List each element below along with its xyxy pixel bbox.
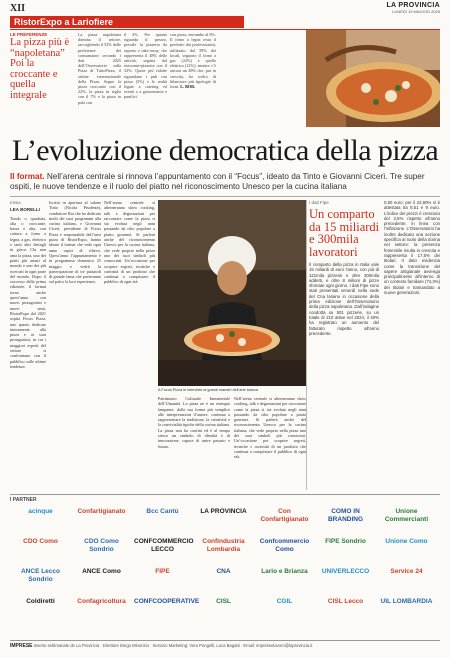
partner-logo: Confartigianato	[77, 508, 126, 515]
footer	[10, 640, 440, 652]
sidebar-title: Un comparto da 15 miliardi e 300mila lavoratori	[309, 207, 380, 259]
partner-logo: Coldiretti	[26, 598, 55, 605]
partner-logo: Confcommercio Como	[259, 538, 310, 553]
partner-logo: CONFCOOPERATIVE	[134, 598, 200, 605]
preview-col-2: il 4%. Per quanto riguarda il prezzo, prevale la pizzeria da asporto e take-away, che rappresenta il 48% delle attività, seguita dal ristorante-pizzeria con il 32%. Quote più ridotte riguardano i pub con pizza (5%) e le realtà legate a catering ed eventi o a gastronomie e panifici	[124, 32, 167, 100]
sidebar-label: I dati Fipe	[309, 200, 329, 205]
article-author: LEA BORELLI	[10, 207, 40, 213]
pizza-photo	[306, 30, 440, 127]
partner-logo: CISL Lecco	[327, 598, 364, 605]
preview-col-3	[170, 32, 216, 132]
partner-logo: Unione Commercianti	[384, 508, 429, 523]
subhead-kicker: Il format.	[10, 172, 45, 181]
partner-logo: ANCE Lecco Sondrio	[20, 568, 60, 583]
article-col-4: Patrimonio Culturale Immateriale dell’Umanità. La pizza ne è un esempio lampante: dalla sua forma più semplice alle interpretazioni d’autore, continua a rappresentare la tradizione, la creatività e la convivialità tipiche della cucina italiana. La pizza non ha confini ed è al tempo stesso un simbolo di identità e di innovazione, capace di unire passato e futuro.	[158, 396, 230, 449]
partner-logo: FIPE Sondrio	[325, 538, 366, 545]
subhead-text: Nell’arena centrale si rinnova l’appuntamento con il “Focus”, ideato da Tinto e Giovanni Cicerì. Tre super ospiti, le nuove tendenze e il ruolo del piatto nel riconoscimento Unesco per la cucina italiana	[10, 172, 425, 191]
partner-logo: CDO Como	[23, 538, 58, 545]
paper-name: LA PROVINCIA	[386, 2, 440, 9]
article-col-2: Iscritti in apertura al salone Tinto (Nicola Prudente), conduttore Rai che ha dedicato molti dei suoi programmi alla cucina italiana, e Giovanni Cicerì, presidente di Focus Pizza e responsabile dell’area pizza di RistorExpo, hanno ideato il format che vede ogni anno ospiti di rilievo. Quest’anno l’appuntamento è in programma domenica 25 maggio e vedrà la partecipazione di tre pizzaioli di grande fama che porteranno sul palco la loro esperienza.	[49, 200, 101, 285]
partner-logo: COMO IN BRANDING	[327, 508, 364, 523]
pizzaiolo-photo	[158, 200, 306, 386]
partner-logo: CONFCOMMERCIO LECCO	[134, 538, 194, 553]
article-col-1	[10, 200, 46, 490]
subhead	[10, 172, 440, 192]
partner-logo: Lario e Brianza	[261, 568, 308, 575]
preview-title: La pizza più è “napoletana” Poi la croccante e quella integrale	[10, 37, 70, 101]
sidebar-col-1: Il comparto della pizza in Italia vale 15 miliardi di euro l’anno, con più di 121mila pizzerie e oltre 300mila addetti, e oltre 8 milioni di pizze sfornate ogni giorno. I dati Fipe sono stati presentati venerdì nella sede del Cna lariano in occasione della prima edizione dell’Osservatorio della pizza napoletana. Dall’indagine condotta su 501 pizzerie, su un totale di 210 attive nel 2024, il 40% ha registrato un aumento del fatturato rispetto all’anno precedente.	[309, 262, 379, 336]
masthead	[386, 2, 440, 14]
article-place: ERBA	[10, 200, 21, 205]
partner-logo: Confindustria Lombardia	[202, 538, 245, 553]
partner-logo: CNA	[216, 568, 231, 575]
partner-logo: CISL	[216, 598, 231, 605]
partner-logo: FIPE	[155, 568, 170, 575]
sidebar-divider	[306, 200, 307, 490]
article-col-1-text: Tondo o quadrata, alta o croccante, bassa o alta, con cottura a forno a legna, a gas, elettrico e tanti altri dettagli in gioco. Chi non ama la pizza, uno dei piatti più amati al mondo e uno dei più ricercati in ogni parte del mondo. Dopo il successo della prima edizione, il format torna anche quest’anno con nuovi protagonisti e nuovi temi. RistorExpo dal 2021 ospita Focus Pizza, uno spazio dedicato interamente alla pizza e ai suoi protagonisti, in cui i maggiori esperti del settore si confrontano con il pubblico sulle ultime tendenze.	[10, 215, 46, 369]
footer-brand: IMPRESE	[10, 643, 33, 649]
partner-logo: UNIVERLECCO	[321, 568, 370, 575]
partner-logo: CDO Como Sondrio	[84, 538, 119, 553]
preview-col-3-text: con pizza, entrambe al 6%. Il forno a legna resta il preferito dai professionisti, utilizzato dal 39% dei locali, seguono il forno a gas (22%) e quello elettrico (21%), mentre c’è ancora un 28% che, pur in crescita, ha scelto di bilanciare più tipologie di forni.	[170, 32, 216, 90]
article-col-5: Nell’arena centrale si alterneranno show cooking, talk e degustazioni per raccontare come la pizza si sia evoluta negli anni passando da cibo popolare a piatto gourmet. Si parlerà anche del riconoscimento Unesco per la cucina italiana, che vede proprio nella pizza uno dei suoi simboli più conosciuti. Un’occasione per scoprire segreti, tecniche e curiosità di un prodotto che continua a conquistare il pubblico di ogni età.	[234, 396, 306, 460]
issue-date: LUNEDÌ 19 MAGGIO 2025	[392, 9, 440, 14]
partner-logo: UIL LOMBARDIA	[380, 598, 433, 605]
section-title: RistorExpo a Lariofiere	[10, 16, 244, 28]
partner-logo: ANCE Como	[82, 568, 121, 575]
partner-logo: Bcc Cantù	[146, 508, 179, 515]
partner-logo: Con Confartigianato	[260, 508, 309, 523]
headline: L’evoluzione democratica della pizza	[11, 134, 439, 167]
partner-logo: Confagricoltura	[77, 598, 126, 605]
partner-logo: acinque	[28, 508, 53, 515]
partner-logo: LA PROVINCIA	[200, 508, 247, 515]
partner-logo: Service 24	[390, 568, 423, 575]
headline-rule	[10, 196, 440, 197]
partners-label: I PARTNER	[10, 497, 37, 503]
partner-logo: Unione Como	[385, 538, 428, 545]
preview-signature: L. BOR.	[180, 84, 196, 90]
article-col-3: Nell’arena centrale si alterneranno show cooking, talk e degustazioni per raccontare come la pizza si sia evoluta negli anni passando da cibo popolare a piatto gourmet. Si parlerà anche del riconoscimento Unesco per la cucina italiana, che vede proprio nella pizza uno dei suoi simboli più conosciuti. Un’occasione per scoprire segreti, tecniche e curiosità di un prodotto che continua a conquistare il pubblico di ogni età.	[104, 200, 155, 285]
preview-label: LE PREFERENZE	[10, 32, 48, 37]
photo-caption: A Focus Pizza le interviste ai grandi maestri dell’arte bianca	[158, 388, 259, 392]
preview-col-1: La pizza napoletana domina il settore, raccogliendo il 52% delle preferenze dei consumatori secondo i dati 2025 dell’Osservatorio sulla Pizza di TuttoPizza, il salone internazionale della Pizza. Segue la pizza croccante con il 22%, la pizza in teglia con il 7% e la pizza in pala con	[78, 32, 121, 105]
page-number: XII	[10, 3, 26, 14]
sidebar-col-2: 0,50 euro; per il 22,90% si è attestata tra 8,51 e 9 euro. L’indice dei prezzi è cresciuto del 2,5% rispetto all’anno precedente, in linea con l’inflazione. L’Osservatorio ha inoltre dedicato una sezione specifica al ruolo della donna nel settore: la presenza femminile risulta in crescita e rappresenta il 17,5% dei titolari. Il dato evidenzia come la transizione del sapere artigianale avvenga principalmente all’interno di un contesto familiare (74,3%) dei titolari e tramandato a nuove generazioni.	[384, 200, 440, 296]
footer-text: Inserto settimanale de La Provincia · Direttore Diego Minonzio · Servizio Marketing: Vera Pongelli, Luca Bagatti · Email: impreseelavoro@laprovincia.it	[33, 643, 313, 648]
partner-logo: CGIL	[276, 598, 293, 605]
